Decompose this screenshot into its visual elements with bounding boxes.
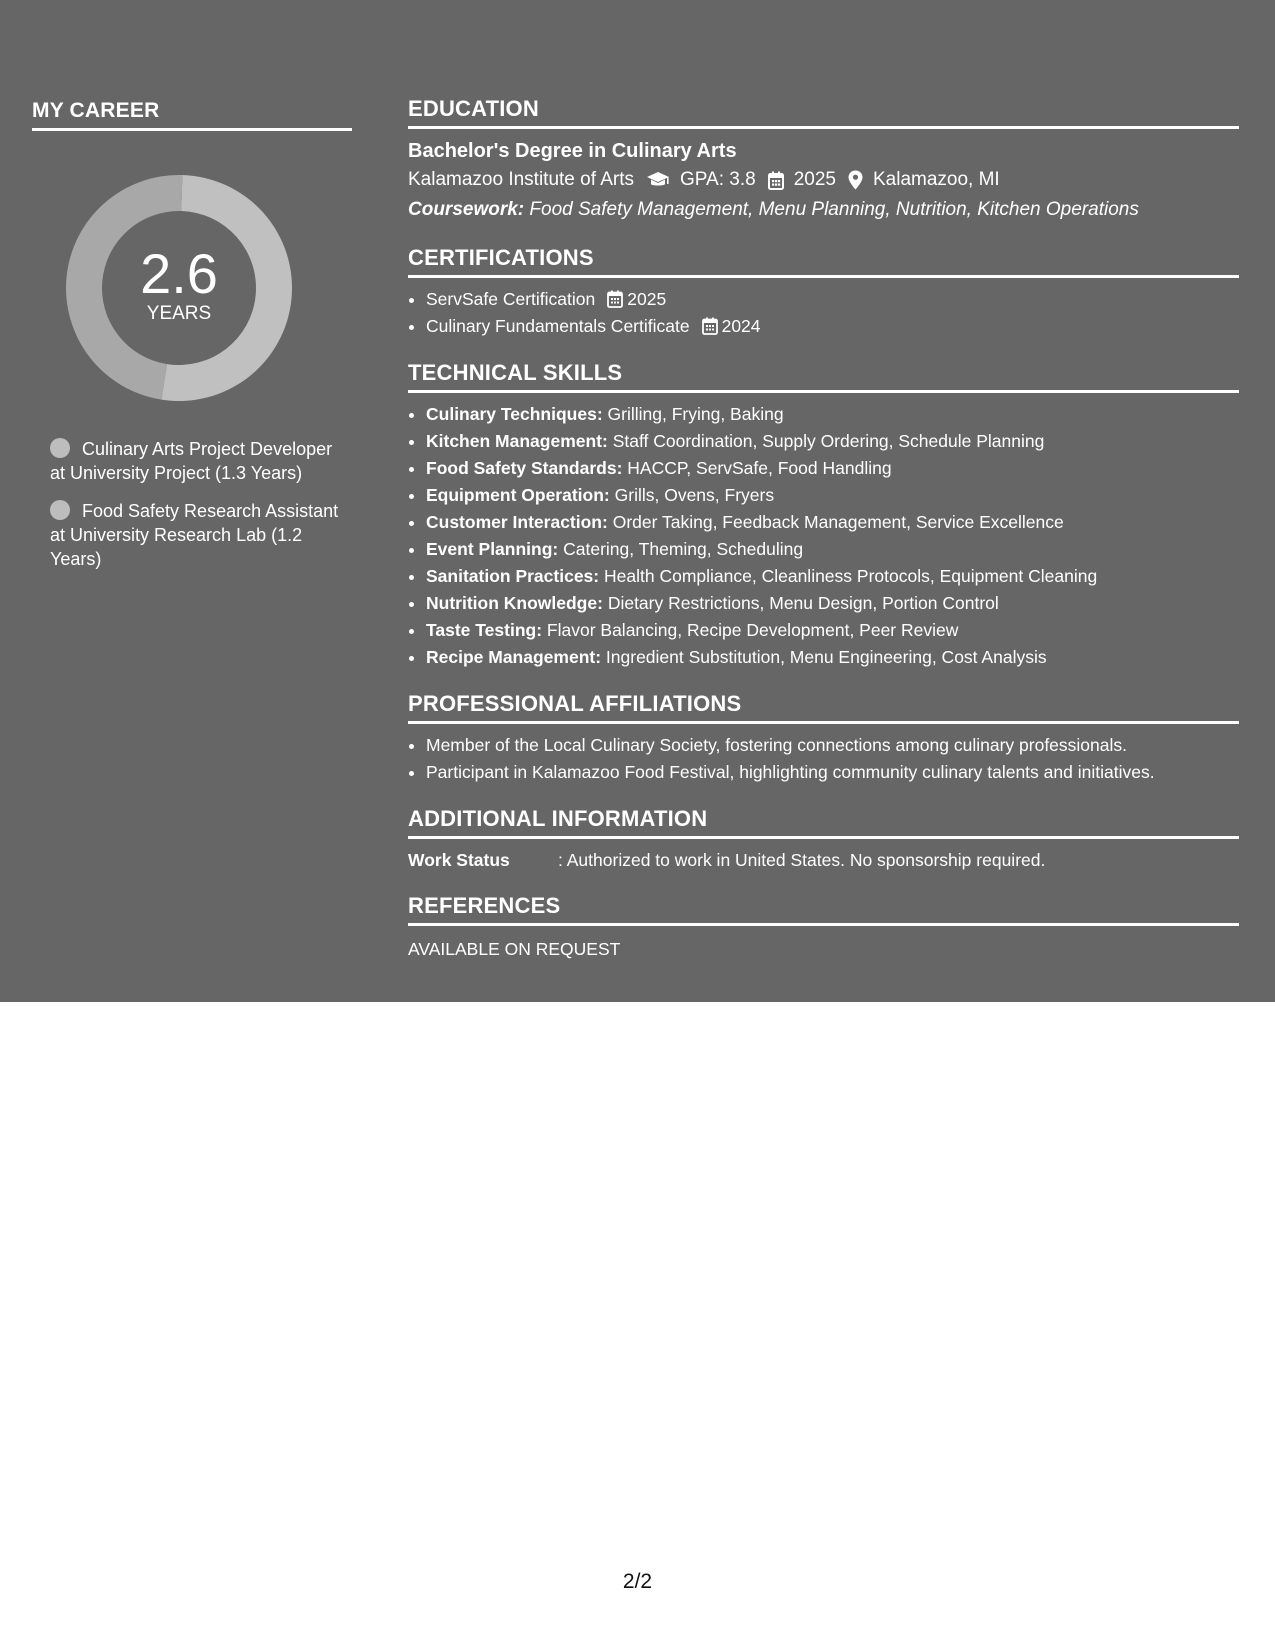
calendar-icon (607, 290, 623, 308)
certifications-section (408, 245, 1239, 340)
skill-value: Dietary Restrictions, Menu Design, Portion Control (607, 593, 999, 613)
certification-year: 2025 (627, 289, 667, 309)
certification-year: 2024 (721, 316, 761, 336)
institution-name: Kalamazoo Institute of Arts (408, 169, 635, 190)
affiliations-list (408, 732, 1239, 786)
additional-section (408, 806, 1239, 873)
certification-item (426, 286, 1239, 313)
total-years-value: 2.6 (140, 242, 218, 305)
skills-title: TECHNICAL SKILLS (408, 360, 1239, 393)
education-title: EDUCATION (408, 96, 1239, 129)
affiliation-item: • Member of the Local Culinary Society, fostering connections among culinary professionals. (426, 732, 1239, 759)
graduation-year: 2025 (793, 169, 836, 190)
education-location: Kalamazoo, MI (872, 169, 1000, 190)
references-section (408, 893, 1239, 962)
skill-value: Flavor Balancing, Recipe Development, Peer Review (546, 620, 959, 640)
skill-item (426, 482, 1239, 509)
skill-item (426, 590, 1239, 617)
skill-value: HACCP, ServSafe, Food Handling (627, 458, 892, 478)
skill-value: Ingredient Substitution, Menu Engineering, Cost Analysis (605, 647, 1047, 667)
location-pin-icon (848, 170, 863, 190)
career-legend (32, 437, 352, 571)
skill-item (426, 563, 1239, 590)
skill-label: Event Planning: (426, 539, 559, 559)
career-title: MY CAREER (32, 98, 352, 131)
skill-label: Nutrition Knowledge: (426, 593, 603, 613)
skill-label: Equipment Operation: (426, 485, 610, 505)
skills-list (408, 401, 1239, 671)
affiliations-title: PROFESSIONAL AFFILIATIONS (408, 691, 1239, 724)
skill-label: Recipe Management: (426, 647, 602, 667)
career-item-label: Culinary Arts Project Developer at University Project (1.3 Years) (50, 439, 333, 483)
skill-value: Grills, Ovens, Fryers (614, 485, 775, 505)
skill-label: Food Safety Standards: (426, 458, 623, 478)
references-text: AVAILABLE ON REQUEST (408, 939, 621, 959)
skill-label: Customer Interaction: (426, 512, 608, 532)
skill-item (426, 536, 1239, 563)
main-column (408, 96, 1239, 962)
skill-item (426, 644, 1239, 671)
graduation-cap-icon (646, 171, 670, 189)
skill-value: Staff Coordination, Supply Ordering, Schedule Planning (612, 431, 1045, 451)
certification-name: Culinary Fundamentals Certificate (426, 316, 690, 336)
certifications-title: CERTIFICATIONS (408, 245, 1239, 278)
skill-value: Order Taking, Feedback Management, Service Excellence (612, 512, 1064, 532)
affiliations-section (408, 691, 1239, 786)
donut-center (66, 175, 292, 401)
coursework-list: Food Safety Management, Menu Planning, Nutrition, Kitchen Operations (529, 199, 1139, 220)
skill-value: Catering, Theming, Scheduling (563, 539, 804, 559)
legend-dot-icon (50, 438, 70, 458)
page-number: 2/2 (622, 1570, 653, 1593)
degree-name: Bachelor's Degree in Culinary Arts (408, 140, 737, 162)
references-title: REFERENCES (408, 893, 1239, 926)
career-item (50, 437, 352, 485)
calendar-icon (768, 171, 784, 190)
coursework-label: Coursework: (408, 199, 525, 220)
work-status-row (408, 847, 1239, 873)
certifications-list (408, 286, 1239, 340)
skill-label: Taste Testing: (426, 620, 543, 640)
career-column (32, 98, 352, 585)
certification-item (426, 313, 1239, 340)
skill-item (426, 428, 1239, 455)
career-item (50, 499, 352, 571)
career-item-label: Food Safety Research Assistant at University Research Lab (1.2 Years) (50, 501, 339, 569)
certification-name: ServSafe Certification (426, 289, 596, 309)
skill-label: Kitchen Management: (426, 431, 608, 451)
legend-dot-icon (50, 500, 70, 520)
skill-label: Sanitation Practices: (426, 566, 600, 586)
calendar-icon (702, 317, 718, 335)
gpa: GPA: 3.8 (680, 169, 756, 190)
skill-item (426, 455, 1239, 482)
career-donut-chart (66, 175, 292, 401)
skill-value: Health Compliance, Cleanliness Protocols, Equipment Cleaning (604, 566, 1098, 586)
additional-title: ADDITIONAL INFORMATION (408, 806, 1239, 839)
skill-item (426, 617, 1239, 644)
skill-label: Culinary Techniques: (426, 404, 603, 424)
skills-section (408, 360, 1239, 671)
skill-item (426, 401, 1239, 428)
work-status-label: Work Status (408, 850, 510, 870)
skill-item (426, 509, 1239, 536)
total-years-unit: YEARS (146, 303, 212, 324)
work-status-value: : Authorized to work in United States. No sponsorship required. (558, 850, 1046, 870)
skill-value: Grilling, Frying, Baking (607, 404, 784, 424)
coursework (408, 195, 1239, 225)
education-details (408, 165, 1239, 195)
education-section (408, 96, 1239, 225)
affiliation-item: • Participant in Kalamazoo Food Festival, highlighting community culinary talents and initiatives. (426, 759, 1239, 786)
